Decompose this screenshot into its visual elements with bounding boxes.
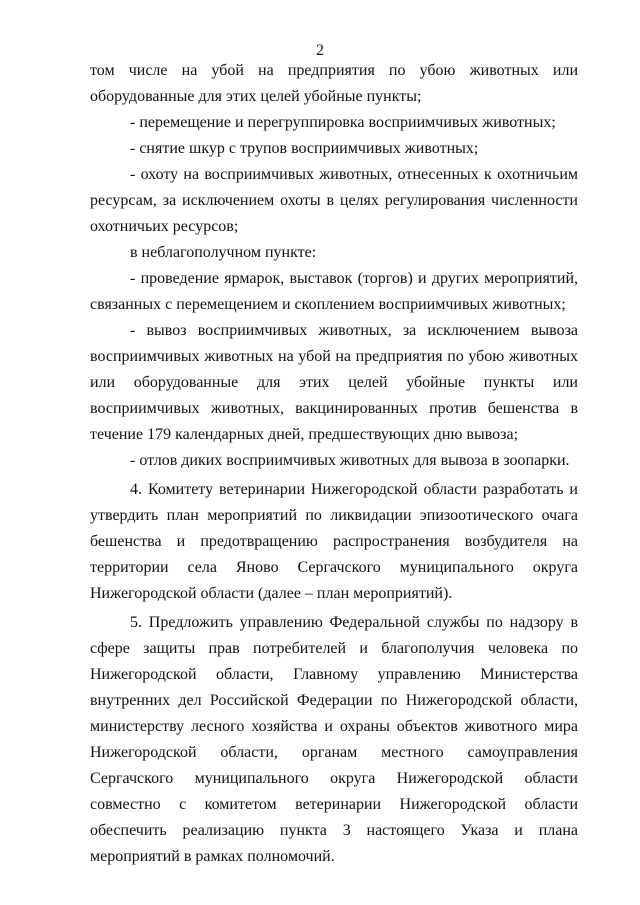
paragraph-restriction-hunting: - охоту на восприимчивых животных, отнесенных к охотничьим ресурсам, за исключением охоты в целях регулирования численности охотничьих ресурсов; [90,166,578,235]
paragraph-restriction-skinning: - снятие шкур с трупов восприимчивых животных; [130,140,479,157]
paragraph-restriction-movement: - перемещение и перегруппировка восприимчивых животных; [130,114,556,131]
paragraph-item-4: 4. Комитету ветеринарии Нижегородской области разработать и утвердить план мероприятий по ликвидации эпизоотического очага бешенства и предотвращению распространения возбудителя на территории села Яново Сергачского муниципального округа Нижегородской области (далее – план мероприятий). [90,481,578,602]
document-body [90,58,578,870]
paragraph-restriction-export: - вывоз восприимчивых животных, за исключением вывоза восприимчивых животных на убой на предприятия по убою животных или оборудованные для этих целей убойные пункты или восприимчивых животных, вакцинированных против бешенства в течение 179 календарных дней, предшествующих дню вывоза; [90,322,578,443]
paragraph-continuation: том числе на убой на предприятия по убою животных или оборудованные для этих целей убойные пункты; [90,62,578,105]
paragraph-item-5: 5. Предложить управлению Федеральной службы по надзору в сфере защиты прав потребителей и благополучия человека по Нижегородской области, Главному управлению Министерства внутренних дел Российской Федерации по Нижегородской области, министерству лесного хозяйства и охраны объектов животного мира Нижегородской области, органам местного самоуправления Сергачского муниципального округа Нижегородской области совместно с комитетом ветеринарии Нижегородской области обеспечить реализацию пункта 3 настоящего Указа и плана мероприятий в рамках полномочий. [90,614,578,865]
paragraph-unfavorable-point-heading: в неблагополучном пункте: [130,244,317,261]
page-number: 2 [316,42,324,59]
paragraph-restriction-capture: - отлов диких восприимчивых животных для вывоза в зоопарки. [130,452,570,469]
paragraph-restriction-fairs: - проведение ярмарок, выставок (торгов) и других мероприятий, связанных с перемещением и скоплением восприимчивых животных; [90,270,578,313]
